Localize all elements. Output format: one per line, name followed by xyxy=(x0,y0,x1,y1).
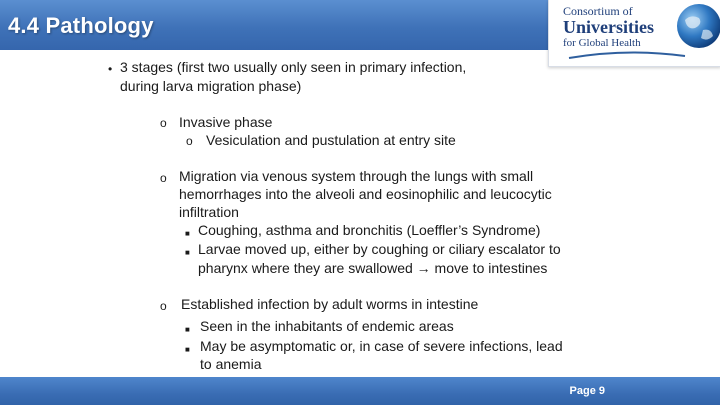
intro-line-2: during larva migration phase) xyxy=(120,78,302,94)
bullet-dot-icon: • xyxy=(108,62,113,76)
bullet-square-icon: ■ xyxy=(185,325,190,334)
stage3-label: Established infection by adult worms in intestine xyxy=(181,296,479,312)
stage3-sub1: Seen in the inhabitants of endemic areas xyxy=(200,318,454,334)
stage2-line-3: infiltration xyxy=(179,204,239,220)
stage2-sub2-line-1: Larvae moved up, either by coughing or ciliary escalator to xyxy=(198,241,561,257)
bullet-circle-icon: o xyxy=(160,299,167,313)
bullet-circle-icon: o xyxy=(160,171,167,185)
stage2-line-2: hemorrhages into the alveoli and eosinophilic and leucocytic xyxy=(179,186,552,202)
stage3-sub2-line-1: May be asymptomatic or, in case of severe infections, lead xyxy=(200,338,563,354)
arrow-right-icon: → xyxy=(416,260,431,276)
bullet-square-icon: ■ xyxy=(185,345,190,354)
page-number: Page 9 xyxy=(569,385,605,397)
logo-line-1: Consortium of xyxy=(563,4,633,18)
intro-line-1: 3 stages (first two usually only seen in primary infection, xyxy=(120,59,467,75)
footer-bar xyxy=(0,377,720,405)
stage1-label: Invasive phase xyxy=(179,114,273,130)
bullet-square-icon: ■ xyxy=(185,229,190,238)
stage2-line-1: Migration via venous system through the lungs with small xyxy=(179,168,534,184)
stage3-sub2-line-2: to anemia xyxy=(200,356,262,372)
stage2-sub2-end: move to intestines xyxy=(430,260,548,276)
stage1-sub1: Vesiculation and pustulation at entry site xyxy=(206,132,456,148)
stage2-sub2-text: pharynx where they are swallowed xyxy=(198,260,413,276)
bullet-circle-icon: o xyxy=(160,116,167,130)
slide-title: 4.4 Pathology xyxy=(8,13,154,38)
logo-line-3: for Global Health xyxy=(563,37,641,49)
bullet-circle-icon: o xyxy=(186,134,193,148)
stage2-sub2-line-2 xyxy=(198,259,547,277)
bullet-square-icon: ■ xyxy=(185,248,190,257)
stage2-sub1: Coughing, asthma and bronchitis (Loeffler’s Syndrome) xyxy=(198,222,541,238)
logo-line-2: Universities xyxy=(563,17,654,37)
